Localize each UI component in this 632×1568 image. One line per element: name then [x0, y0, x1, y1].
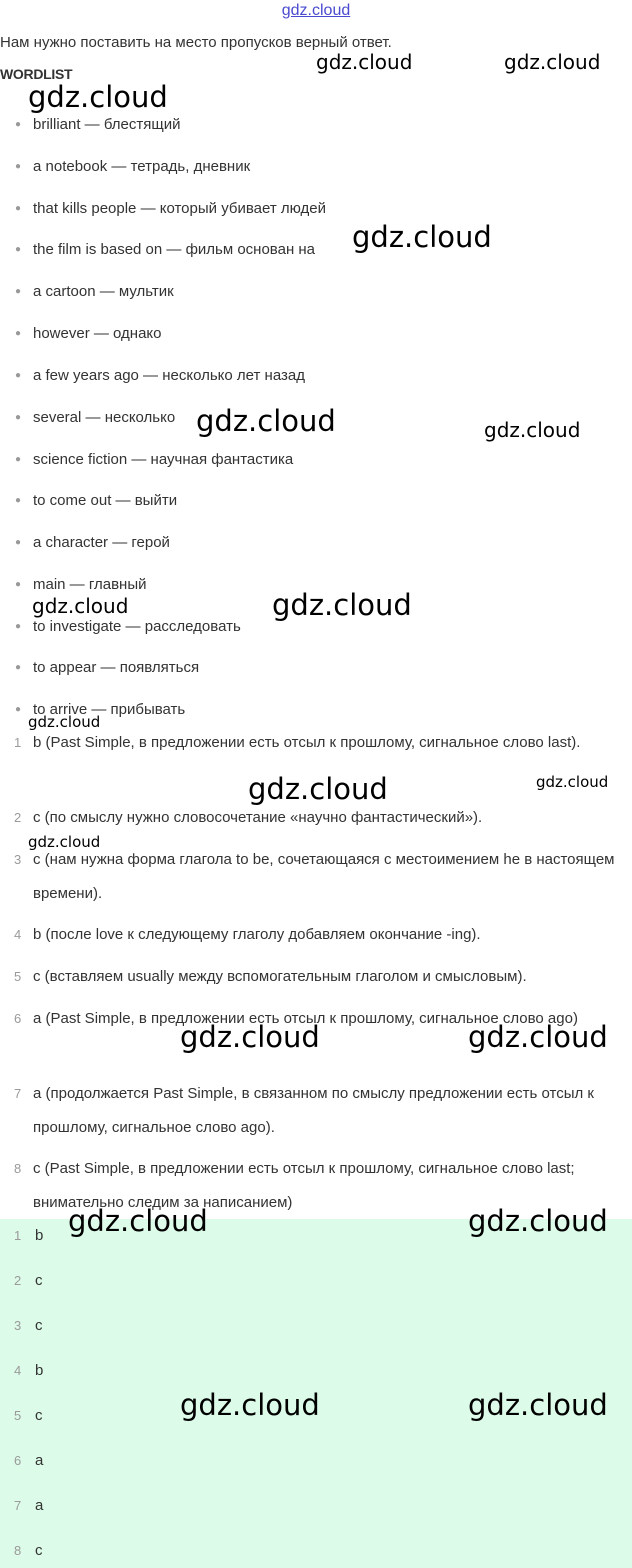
watermark: gdz.cloud [484, 418, 581, 442]
watermark: gdz.cloud [272, 588, 412, 622]
bullet-icon: ● [15, 579, 22, 590]
watermark: gdz.cloud [504, 50, 601, 74]
bullet-icon: ● [15, 203, 22, 214]
watermark: gdz.cloud [180, 1388, 320, 1422]
watermark: gdz.cloud [352, 220, 492, 254]
watermark: gdz.cloud [68, 1204, 208, 1238]
watermark: gdz.cloud [28, 80, 168, 114]
bullet-icon: ● [15, 454, 22, 465]
watermark: gdz.cloud [32, 594, 129, 618]
bullet-icon: ● [15, 537, 22, 548]
bullet-icon: ● [15, 328, 22, 339]
watermark: gdz.cloud [316, 50, 413, 74]
watermark: gdz.cloud [28, 713, 101, 731]
watermark: gdz.cloud [180, 1020, 320, 1054]
short-answers-panel: 1 b 2 c 3 c 4 b 5 c 6 a 7 a 8 c [0, 1219, 632, 1568]
bullet-icon: ● [15, 119, 22, 130]
watermark: gdz.cloud [248, 772, 388, 806]
bullet-icon: ● [15, 704, 22, 715]
watermark: gdz.cloud [468, 1204, 608, 1238]
bullet-icon: ● [15, 412, 22, 423]
bullet-icon: ● [15, 370, 22, 381]
watermark: gdz.cloud [468, 1388, 608, 1422]
task-intro: Нам нужно поставить на место пропусков верный ответ. [0, 34, 392, 51]
bullet-icon: ● [15, 621, 22, 632]
bullet-icon: ● [15, 244, 22, 255]
bullet-icon: ● [15, 662, 22, 673]
watermark: gdz.cloud [196, 404, 336, 438]
watermark: gdz.cloud [536, 773, 609, 791]
bullet-icon: ● [15, 286, 22, 297]
bullet-icon: ● [15, 161, 22, 172]
watermark: gdz.cloud [28, 833, 101, 851]
wordlist-title: WORDLIST [0, 66, 73, 82]
site-link[interactable]: gdz.cloud [281, 2, 351, 19]
watermark: gdz.cloud [468, 1020, 608, 1054]
bullet-icon: ● [15, 495, 22, 506]
